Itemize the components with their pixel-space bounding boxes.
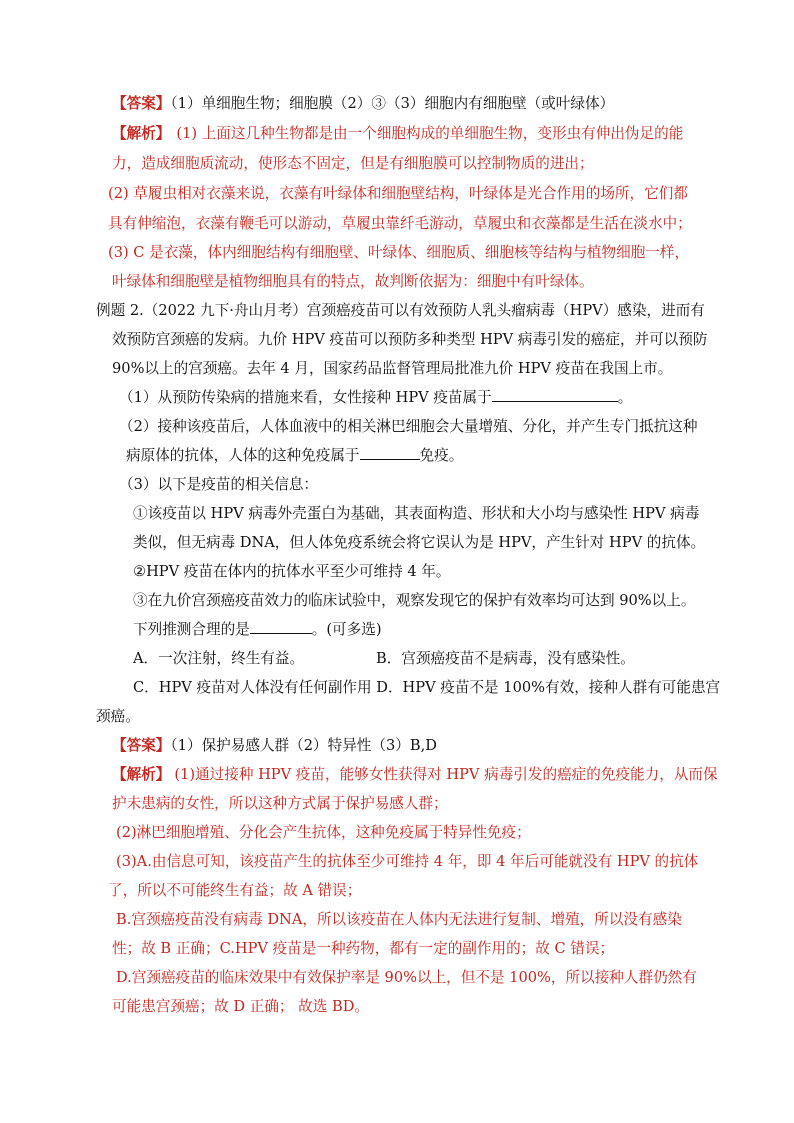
answer-line-1 bbox=[112, 93, 614, 115]
info-1-line-2: 类似，但无病毒 DNA，但人体免疫系统会将它误认为是 HPV，产生针对 HPV 的抗体。 bbox=[133, 534, 706, 551]
answer-text: （1）单细胞生物；细胞膜（2）③（3）细胞内有细胞壁（或叶绿体） bbox=[170, 95, 615, 112]
answer-blank-2[interactable] bbox=[360, 445, 420, 460]
analysis2-line-8: D.宫颈癌疫苗的临床效果中有效保护率是 90%以上，但不是 100%，所以接种人群仍然有 bbox=[116, 969, 697, 986]
sub-question-2-end: 免疫。 bbox=[419, 447, 464, 464]
analysis-line-3: (2) 草履虫相对衣藻来说，衣藻有叶绿体和细胞壁结构，叶绿体是光合作用的场所，它们都 bbox=[108, 185, 688, 202]
analysis2-text: (1)通过接种 HPV 疫苗，能够女性获得对 HPV 病毒引发的癌症的免疫能力，从而保 bbox=[174, 766, 718, 783]
analysis2-line-7: 性；故 B 正确；C.HPV 疫苗是一种药物，都有一定的副作用的；故 C 错误； bbox=[112, 940, 615, 957]
question-line-1: 例题 2.（2022 九下·舟山月考）宫颈癌疫苗可以有效预防人乳头瘤病毒（HPV）感染，进而有 bbox=[96, 302, 705, 319]
option-b: B．宫颈癌疫苗不是病毒，没有感染性。 bbox=[376, 650, 635, 667]
sub-question-2-text: 病原体的抗体，人体的这种免疫属于 bbox=[126, 447, 360, 464]
sub-question-1-text: （1）从预防传染病的措施来看，女性接种 HPV 疫苗属于 bbox=[119, 389, 492, 406]
sub-question-2-line-1: （2）接种该疫苗后，人体血液中的相关淋巴细胞会大量增殖、分化，并产生专门抵抗这种 bbox=[119, 418, 698, 435]
analysis2-line-6: B.宫颈癌疫苗没有病毒 DNA，所以该疫苗在人体内无法进行复制、增殖，所以没有感染 bbox=[116, 911, 682, 928]
analysis-line-5: (3) C 是衣藻，体内细胞结构有细胞壁、叶绿体、细胞质、细胞核等结构与植物细胞一样， bbox=[108, 244, 690, 261]
analysis-line-4: 具有伸缩泡，衣藻有鞭毛可以游动，草履虫靠纤毛游动，草履虫和衣藻都是生活在淡水中； bbox=[108, 215, 692, 232]
answer-tag-2: 【答案】 bbox=[112, 737, 171, 754]
option-d-continued: 颈癌。 bbox=[96, 708, 140, 725]
analysis2-line-3: (2)淋巴细胞增殖、分化会产生抗体，这种免疫属于特异性免疫； bbox=[116, 824, 531, 841]
analysis-tag-2: 【解析】 bbox=[112, 766, 171, 783]
analysis2-line-1 bbox=[112, 764, 718, 786]
option-a: A．一次注射，终生有益。 bbox=[133, 650, 305, 667]
option-c-d: C．HPV 疫苗对人体没有任何副作用 D．HPV 疫苗不是 100%有效，接种人群有可能患宫 bbox=[133, 679, 721, 696]
sub-question-1-end: 。 bbox=[617, 389, 633, 406]
sub-question-1 bbox=[119, 387, 632, 409]
answer-tag: 【答案】 bbox=[112, 95, 171, 112]
info-1-line-1: ①该疫苗以 HPV 病毒外壳蛋白为基础，其表面构造、形状和大小均与感染性 HPV 病毒 bbox=[133, 505, 700, 522]
analysis-tag: 【解析】 bbox=[112, 125, 171, 142]
question-line-3: 90%以上的宫颈癌。去年 4 月，国家药品监督管理局批准九价 HPV 疫苗在我国上市。 bbox=[112, 360, 673, 377]
info-2: ②HPV 疫苗在体内的抗体水平至少可维持 4 年。 bbox=[133, 563, 451, 580]
analysis-text: (1) 上面这几种生物都是由一个细胞构成的单细胞生物，变形虫有伸出伪足的能 bbox=[176, 125, 684, 142]
question-prompt-text: 下列推测合理的是 bbox=[133, 621, 250, 638]
analysis2-line-5: 了，所以不可能终生有益；故 A 错误； bbox=[108, 882, 362, 899]
analysis-line-2: 力，造成细胞质流动，使形态不固定，但是有细胞膜可以控制物质的进出； bbox=[112, 155, 594, 172]
analysis2-line-2: 护未患病的女性，所以这种方式属于保护易感人群； bbox=[112, 795, 448, 812]
info-3: ③在九价宫颈癌疫苗效力的临床试验中，观察发现它的保护有效率均可达到 90%以上。 bbox=[133, 592, 696, 609]
analysis2-line-4: (3)A.由信息可知，该疫苗产生的抗体至少可维持 4 年，即 4 年后可能就没有 HPV 的抗体 bbox=[116, 853, 699, 870]
answer-blank-3[interactable] bbox=[250, 619, 312, 634]
sub-question-3: （3）以下是疫苗的相关信息： bbox=[119, 476, 319, 493]
answer-line-2 bbox=[112, 735, 437, 757]
question-prompt-end: 。(可多选) bbox=[311, 621, 382, 638]
answer-blank-1[interactable] bbox=[492, 387, 618, 402]
analysis2-line-9: 可能患宫颈癌；故 D 正确； 故选 BD。 bbox=[112, 998, 369, 1015]
question-line-2: 效预防宫颈癌的发病。九价 HPV 疫苗可以预防多种类型 HPV 病毒引发的癌症，并可以预防 bbox=[112, 331, 708, 348]
question-prompt bbox=[133, 619, 382, 641]
answer-text-2: （1）保护易感人群（2）特异性（3）B,D bbox=[170, 737, 437, 754]
analysis-line-6: 叶绿体和细胞壁是植物细胞具有的特点，故判断依据为：细胞中有叶绿体。 bbox=[112, 273, 594, 290]
sub-question-2-line-2 bbox=[126, 445, 463, 467]
analysis-line-1 bbox=[112, 123, 683, 145]
